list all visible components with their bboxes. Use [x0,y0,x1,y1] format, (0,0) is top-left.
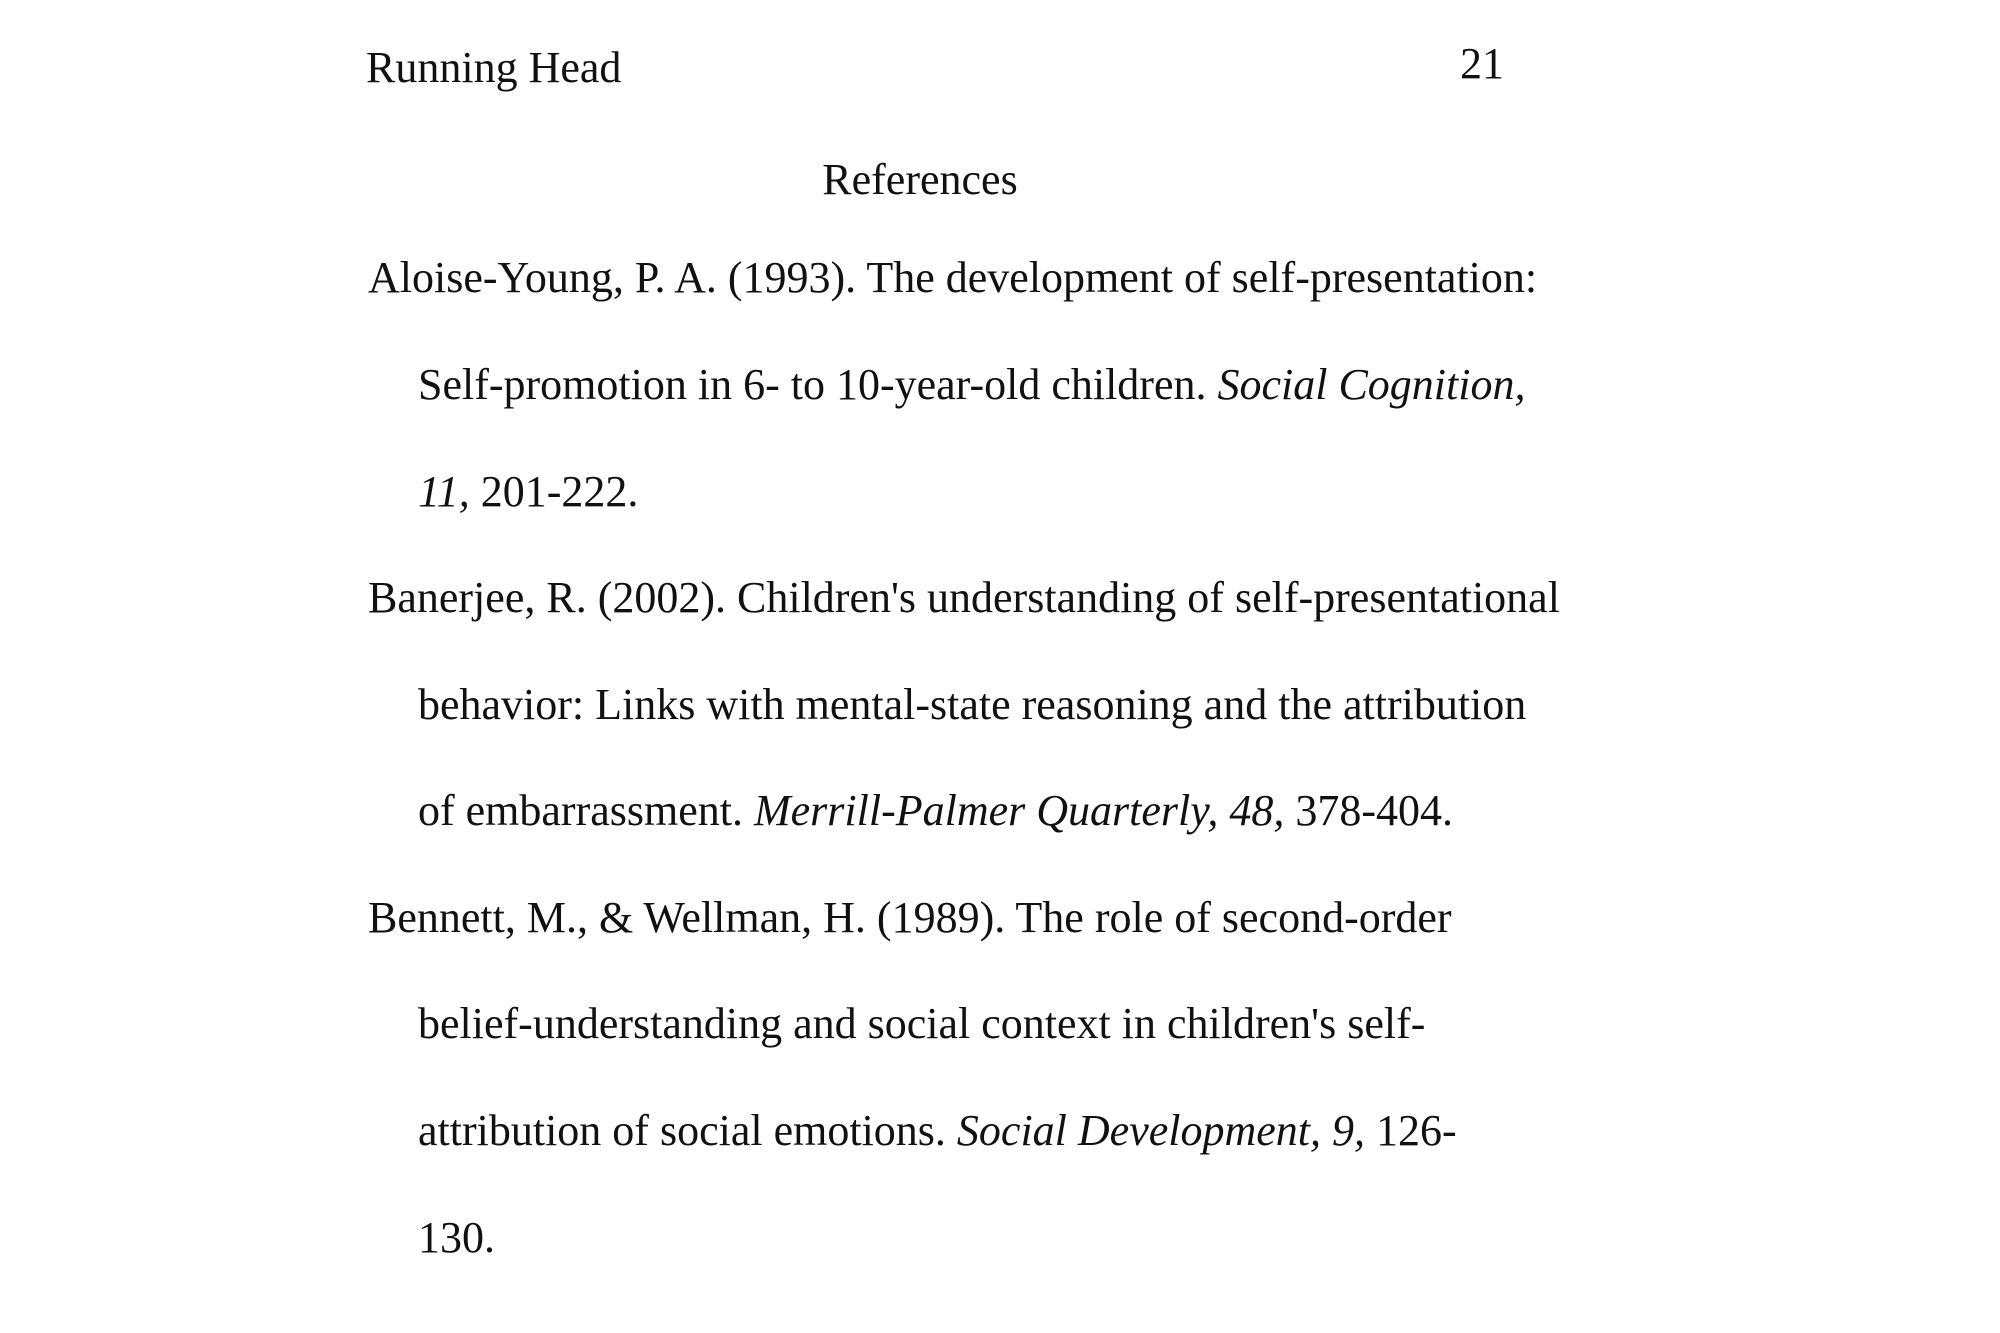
page-number: 21 [1460,39,1504,88]
reference-1-journal: Social Cognition, [1217,360,1526,409]
running-head: Running Head [366,43,622,92]
reference-2-journal: Merrill-Palmer Quarterly, 48, [754,786,1285,835]
reference-1-volume: 11, [418,467,470,516]
reference-3-title-end: attribution of social emotions. [418,1106,957,1155]
reference-1-line-1: Aloise-Young, P. A. (1993). The development of self-presentation: [368,253,1538,302]
references-heading: References [822,155,1018,204]
reference-1-line-3 [418,464,638,520]
reference-3-line-4: 130. [418,1213,495,1262]
reference-2-line-1: Banerjee, R. (2002). Children's understanding of self-presentational [368,573,1560,622]
reference-2-line-3 [418,783,1453,839]
reference-3-pages-start: 126- [1365,1106,1457,1155]
reference-1-line-2 [418,357,1525,413]
reference-3-line-1: Bennett, M., & Wellman, H. (1989). The role of second-order [368,893,1452,942]
reference-3-journal: Social Development, 9, [956,1106,1366,1155]
reference-3-line-3 [418,1103,1457,1159]
reference-1-pages: 201-222. [469,467,639,516]
reference-2-title-end: of embarrassment. [418,786,754,835]
reference-2-line-2: behavior: Links with mental-state reasoning and the attribution [418,680,1527,729]
reference-1-title-end: Self-promotion in 6- to 10-year-old children. [418,360,1218,409]
reference-3-line-2: belief-understanding and social context in children's self- [418,999,1426,1048]
reference-2-pages: 378-404. [1284,786,1454,835]
